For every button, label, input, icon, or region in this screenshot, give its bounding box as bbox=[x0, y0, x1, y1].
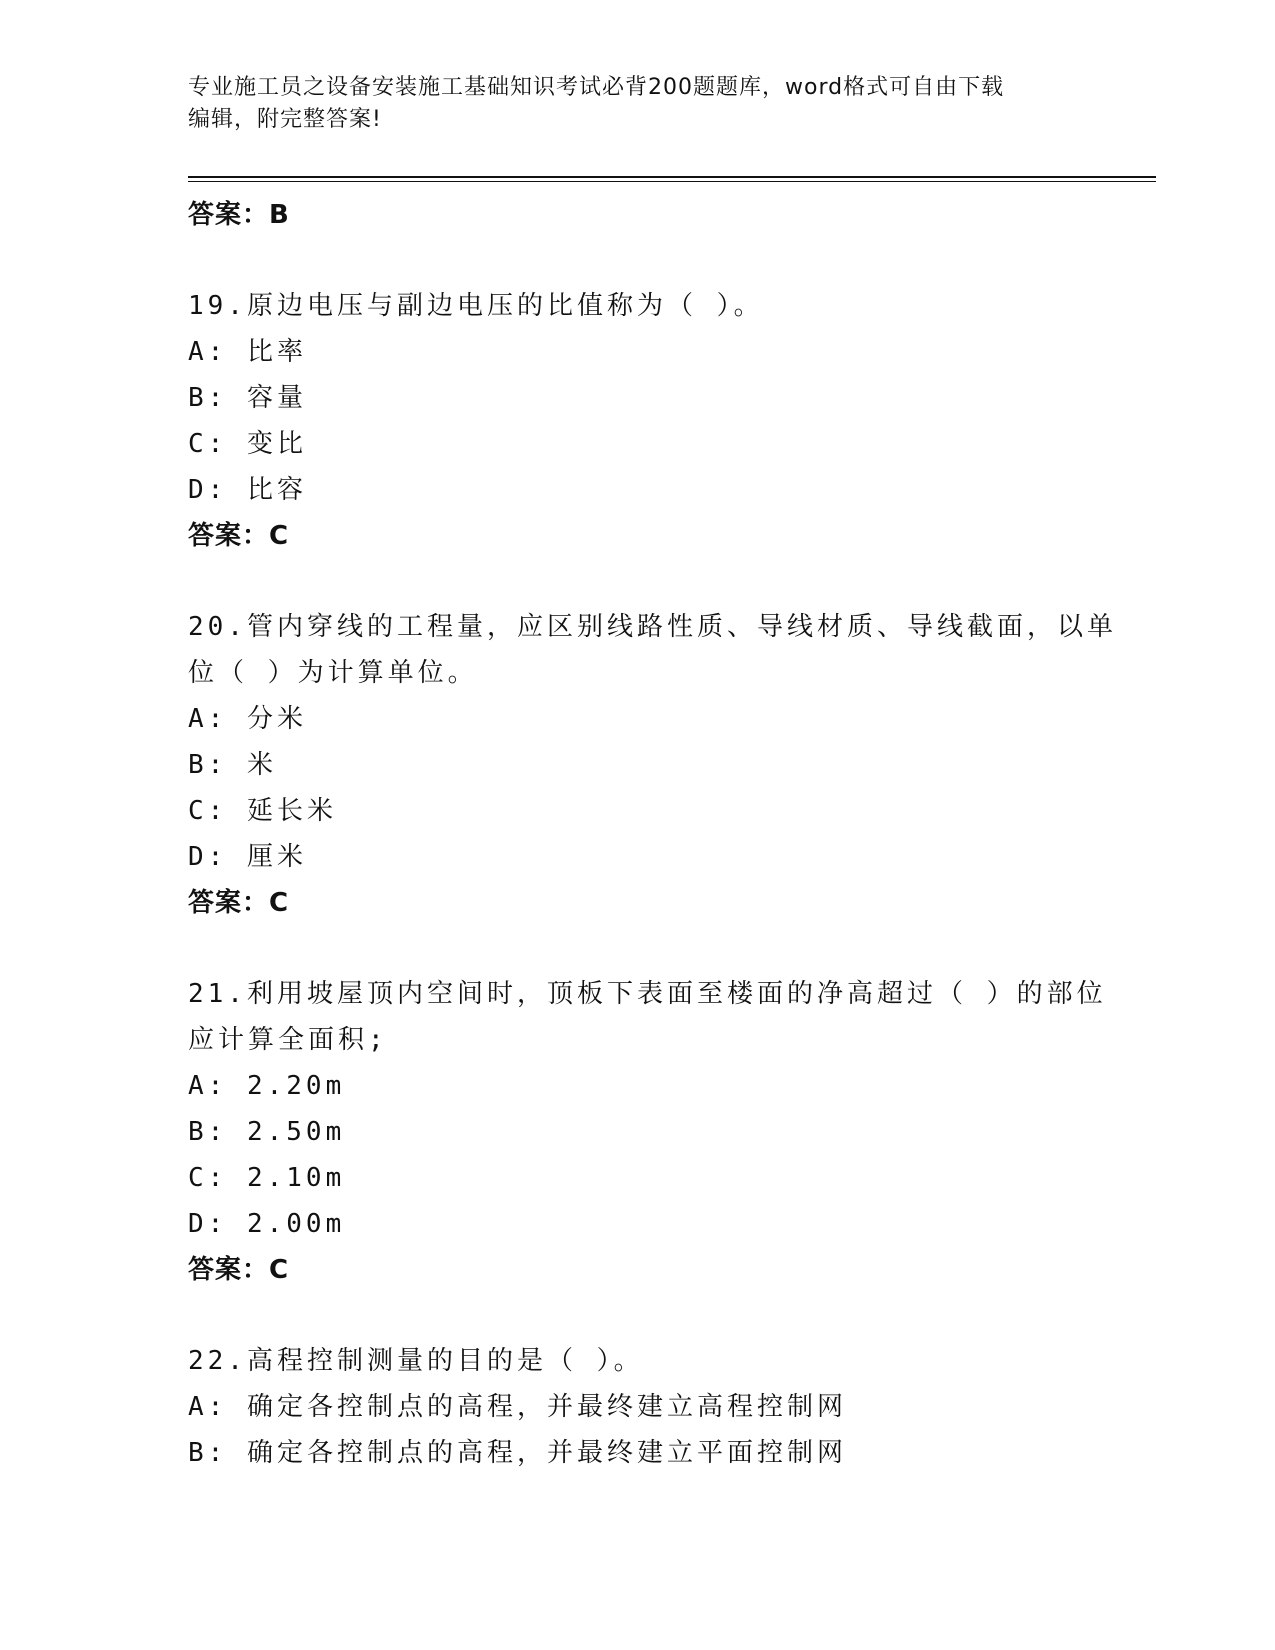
document-header bbox=[188, 72, 1088, 136]
option-a: A: 分米 bbox=[188, 704, 307, 734]
question-21 bbox=[188, 971, 1107, 1293]
spacer bbox=[188, 238, 1088, 283]
question-stem: 21.利用坡屋顶内空间时，顶板下表面至楼面的净高超过（ ）的部位 bbox=[188, 979, 1107, 1009]
question-19 bbox=[188, 283, 1088, 559]
question-22 bbox=[188, 1338, 1088, 1476]
option-d: D: 厘米 bbox=[188, 842, 307, 872]
header-divider-thick bbox=[188, 176, 1156, 178]
question-stem: 20.管内穿线的工程量，应区别线路性质、导线材质、导线截面，以单 bbox=[188, 612, 1117, 642]
option-b: B: 2.50m bbox=[188, 1117, 346, 1147]
question-list bbox=[188, 192, 1117, 1476]
header-line-2: 编辑，附完整答案! bbox=[188, 107, 382, 132]
answer: 答案：C bbox=[188, 888, 290, 918]
option-c: C: 变比 bbox=[188, 429, 307, 459]
option-a: A: 2.20m bbox=[188, 1071, 346, 1101]
answer: 答案：C bbox=[188, 521, 290, 551]
previous-answer: 答案：B bbox=[188, 200, 290, 230]
option-b: B: 米 bbox=[188, 750, 277, 780]
option-d: D: 2.00m bbox=[188, 1209, 346, 1239]
option-a: A: 比率 bbox=[188, 337, 307, 367]
question-stem: 22.高程控制测量的目的是（ ）。 bbox=[188, 1346, 644, 1376]
option-d: D: 比容 bbox=[188, 475, 307, 505]
answer: 答案：C bbox=[188, 1255, 290, 1285]
header-divider-thin bbox=[188, 181, 1156, 182]
question-stem-continued: 位（ ）为计算单位。 bbox=[188, 658, 478, 688]
option-b: B: 容量 bbox=[188, 383, 307, 413]
question-stem-continued: 应计算全面积; bbox=[188, 1025, 388, 1055]
spacer bbox=[188, 926, 1088, 971]
option-c: C: 2.10m bbox=[188, 1163, 346, 1193]
spacer bbox=[188, 559, 1088, 604]
question-20 bbox=[188, 604, 1117, 926]
question-stem: 19.原边电压与副边电压的比值称为（ ）。 bbox=[188, 291, 764, 321]
option-c: C: 延长米 bbox=[188, 796, 337, 826]
spacer bbox=[188, 1293, 1088, 1338]
option-a: A: 确定各控制点的高程，并最终建立高程控制网 bbox=[188, 1392, 847, 1422]
option-b: B: 确定各控制点的高程，并最终建立平面控制网 bbox=[188, 1438, 847, 1468]
header-line-1: 专业施工员之设备安装施工基础知识考试必背200题题库，word格式可自由下载 bbox=[188, 75, 1005, 100]
